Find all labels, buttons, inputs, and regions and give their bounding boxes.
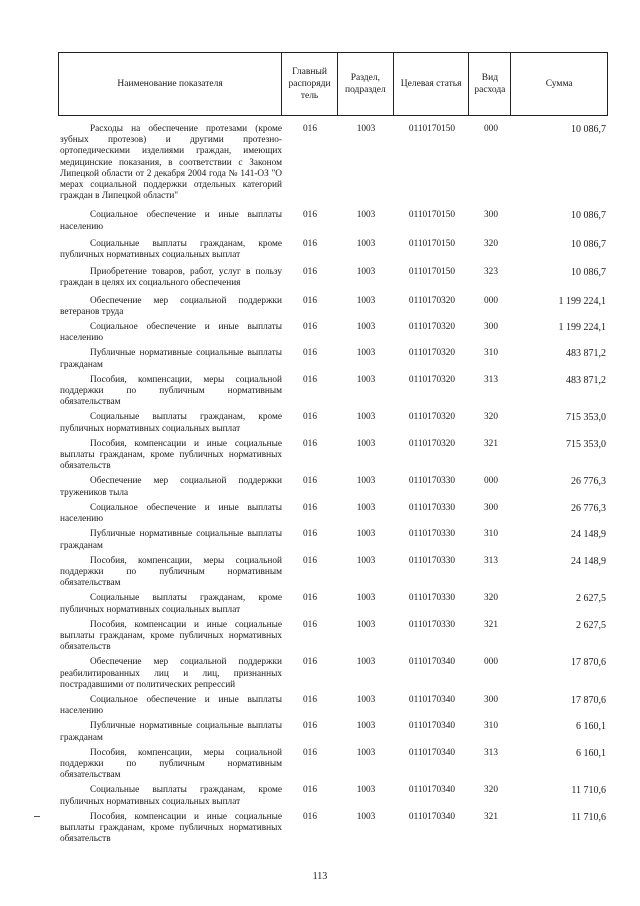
row-expense-kind: 000 [484,295,498,306]
row-expense-kind: 320 [484,412,498,423]
table-row [58,267,608,289]
row-name-text: Социальное обеспечение и иные выплаты населению [60,210,282,232]
row-section: 1003 [356,267,376,278]
row-main-manager: 016 [303,412,317,423]
row-main-manager: 016 [303,210,317,221]
row-section: 1003 [356,238,376,249]
row-sum: 24 148,9 [571,529,606,541]
table-row [58,124,608,202]
row-expense-kind: 310 [484,721,498,732]
row-name [58,721,282,743]
row-sum: 483 871,2 [566,374,606,386]
header-expense-kind: Вид расхода [469,53,511,115]
row-main-manager: 016 [303,267,317,278]
row-target-article: 0110170320 [408,412,456,423]
table-row [58,556,608,590]
row-section: 1003 [356,593,376,604]
row-target-article: 0110170330 [408,502,456,513]
row-sum: 26 776,3 [571,476,606,488]
table-row [58,593,608,615]
row-sum: 10 086,7 [571,238,606,250]
row-sum: 17 870,6 [571,657,606,669]
row-expense-kind: 300 [484,502,498,513]
table-body [58,124,608,849]
row-name-text: Социальные выплаты гражданам, кроме публичных нормативных социальных выплат [60,412,282,434]
row-target-article: 0110170330 [408,593,456,604]
row-name [58,785,282,807]
row-main-manager: 016 [303,555,317,566]
table-row [58,748,608,782]
row-name [58,267,282,289]
row-section: 1003 [356,124,376,134]
row-section: 1003 [356,785,376,796]
row-name-text: Социальное обеспечение и иные выплаты населению [60,694,282,717]
row-name-text: Пособия, компенсации, меры социальной поддержки по публичным нормативным обязательствам [60,555,282,589]
row-sum: 26 776,3 [571,502,606,514]
row-name-text: Пособия, компенсации, меры социальной поддержки по публичным нормативным обязательствам [60,747,282,781]
row-name [58,503,282,525]
row-main-manager: 016 [303,502,317,513]
table-row [58,695,608,717]
row-main-manager: 016 [303,348,317,359]
row-sum: 6 160,1 [576,747,606,759]
table-header [58,52,608,116]
row-target-article: 0110170340 [408,811,456,822]
row-section: 1003 [356,348,376,359]
row-name-text: Приобретение товаров, работ, услуг в пользу граждан в целях их социального обеспечения [60,267,282,289]
row-target-article: 0110170330 [408,529,456,540]
row-name-text: Публичные нормативные социальные выплаты гражданам [60,529,282,551]
row-expense-kind: 320 [484,593,498,604]
table-row [58,529,608,551]
row-target-article: 0110170330 [408,476,456,487]
table-row [58,296,608,318]
row-main-manager: 016 [303,322,317,333]
row-sum: 10 086,7 [571,267,606,279]
row-section: 1003 [356,295,376,306]
table-row [58,375,608,409]
row-name-text: Пособия, компенсации и иные социальные выплаты гражданам, кроме публичных нормативных обязательств [60,811,282,845]
row-name-text: Социальное обеспечение и иные выплаты населению [60,502,282,525]
row-section: 1003 [356,747,376,758]
row-main-manager: 016 [303,529,317,540]
row-expense-kind: 313 [484,555,498,566]
row-expense-kind: 000 [484,476,498,487]
row-expense-kind: 320 [484,238,498,249]
row-section: 1003 [356,811,376,822]
table-row [58,657,608,691]
row-name [58,412,282,434]
row-target-article: 0110170150 [408,238,456,249]
row-sum: 6 160,1 [576,721,606,733]
row-name-text: Пособия, компенсации и иные социальные выплаты гражданам, кроме публичных нормативных обязательств [60,619,282,653]
row-main-manager: 016 [303,374,317,385]
row-target-article: 0110170340 [408,657,456,668]
row-name [58,695,282,717]
row-name [58,620,282,654]
row-main-manager: 016 [303,438,317,449]
row-main-manager: 016 [303,721,317,732]
row-expense-kind: 300 [484,694,498,705]
row-name [58,348,282,370]
row-section: 1003 [356,476,376,487]
scan-mark [34,816,40,817]
table-row [58,476,608,498]
row-name-text: Пособия, компенсации, меры социальной поддержки по публичным нормативным обязательствам [60,374,282,408]
row-expense-kind: 320 [484,785,498,796]
table-row [58,348,608,370]
row-main-manager: 016 [303,785,317,796]
row-name-text: Социальные выплаты гражданам, кроме публичных нормативных социальных выплат [60,785,282,807]
row-section: 1003 [356,412,376,423]
row-section: 1003 [356,210,376,221]
table-row [58,412,608,434]
table-row [58,322,608,344]
table-row [58,210,608,232]
row-expense-kind: 300 [484,322,498,333]
row-expense-kind: 321 [484,619,498,630]
row-name [58,210,282,232]
row-sum: 11 710,6 [571,785,606,797]
header-sum: Сумма [545,79,573,89]
row-sum: 17 870,6 [571,694,606,706]
header-target-article: Целевая статья [394,53,470,115]
row-name-text: Обеспечение мер социальной поддержки реабилитированных лиц и лиц, признанных пострадавшими от политических репрессий [60,657,282,690]
row-target-article: 0110170340 [408,694,456,705]
row-name [58,556,282,590]
row-sum: 24 148,9 [571,555,606,567]
row-expense-kind: 321 [484,438,498,449]
row-main-manager: 016 [303,747,317,758]
row-name [58,476,282,498]
row-name-text: Расходы на обеспечение протезами (кроме зубных протезов) и другими протезно-ортопедическими изделиями граждан, имеющих медицинские показания, в соответствии с Законом Липецкой области от 2 декабря 2004 года № 141-ОЗ "О мерах социальной поддержки отдельных категорий граждан в Липецкой области" [60,124,282,202]
row-main-manager: 016 [303,476,317,487]
row-expense-kind: 000 [484,124,498,134]
row-main-manager: 016 [303,811,317,822]
row-name [58,239,282,261]
row-section: 1003 [356,721,376,732]
row-target-article: 0110170340 [408,721,456,732]
row-main-manager: 016 [303,619,317,630]
row-expense-kind: 321 [484,811,498,822]
row-sum: 11 710,6 [571,811,606,823]
row-expense-kind: 323 [484,267,498,278]
row-target-article: 0110170330 [408,619,456,630]
row-name [58,593,282,615]
row-expense-kind: 310 [484,529,498,540]
row-expense-kind: 313 [484,374,498,385]
row-target-article: 0110170320 [408,348,456,359]
row-section: 1003 [356,619,376,630]
row-section: 1003 [356,555,376,566]
row-sum: 2 627,5 [576,593,606,605]
row-sum: 715 353,0 [566,412,606,424]
table-row [58,239,608,261]
row-target-article: 0110170340 [408,747,456,758]
header-name: Наименование показателя [59,53,282,115]
row-sum: 483 871,2 [566,348,606,360]
header-main-manager: Главный распоряди тель [282,53,338,115]
row-target-article: 0110170330 [408,555,456,566]
row-expense-kind: 310 [484,348,498,359]
row-target-article: 0110170150 [408,210,456,221]
row-sum: 2 627,5 [576,619,606,631]
row-name-text: Социальные выплаты гражданам, кроме публичных нормативных социальных выплат [60,238,282,261]
row-sum: 1 199 224,1 [558,295,606,307]
table-row [58,812,608,846]
row-section: 1003 [356,502,376,513]
row-name-text: Публичные нормативные социальные выплаты гражданам [60,348,282,370]
row-name [58,124,282,202]
row-sum: 715 353,0 [566,438,606,450]
row-expense-kind: 000 [484,657,498,668]
page-number: 113 [312,871,328,882]
row-sum: 10 086,7 [571,124,606,135]
table-row [58,785,608,807]
row-name [58,529,282,551]
row-expense-kind: 300 [484,210,498,221]
row-name [58,748,282,782]
row-target-article: 0110170150 [408,124,456,134]
row-target-article: 0110170340 [408,785,456,796]
row-target-article: 0110170320 [408,438,456,449]
table-row [58,620,608,654]
row-section: 1003 [356,374,376,385]
row-main-manager: 016 [303,657,317,668]
row-sum: 1 199 224,1 [558,322,606,334]
row-name [58,375,282,409]
table-row [58,439,608,473]
row-main-manager: 016 [303,238,317,249]
table-row [58,721,608,743]
row-name [58,322,282,344]
table-row [58,503,608,525]
row-name-text: Обеспечение мер социальной поддержки тружеников тыла [60,476,282,498]
row-name [58,439,282,473]
row-main-manager: 016 [303,593,317,604]
row-main-manager: 016 [303,295,317,306]
header-section: Раздел, подраздел [338,53,394,115]
row-name-text: Социальные выплаты гражданам, кроме публичных нормативных социальных выплат [60,593,282,615]
row-section: 1003 [356,657,376,668]
row-section: 1003 [356,438,376,449]
row-name-text: Обеспечение мер социальной поддержки ветеранов труда [60,295,282,317]
row-target-article: 0110170320 [408,295,456,306]
row-expense-kind: 313 [484,747,498,758]
row-target-article: 0110170320 [408,322,456,333]
row-name [58,812,282,846]
row-sum: 10 086,7 [571,210,606,222]
row-name-text: Социальное обеспечение и иные выплаты населению [60,322,282,344]
row-section: 1003 [356,694,376,705]
row-name-text: Пособия, компенсации и иные социальные выплаты гражданам, кроме публичных нормативных обязательств [60,438,282,472]
row-target-article: 0110170320 [408,374,456,385]
row-section: 1003 [356,529,376,540]
row-target-article: 0110170150 [408,267,456,278]
row-name [58,657,282,691]
row-name [58,296,282,318]
row-name-text: Публичные нормативные социальные выплаты гражданам [60,721,282,743]
row-main-manager: 016 [303,694,317,705]
row-section: 1003 [356,322,376,333]
row-main-manager: 016 [303,124,317,134]
